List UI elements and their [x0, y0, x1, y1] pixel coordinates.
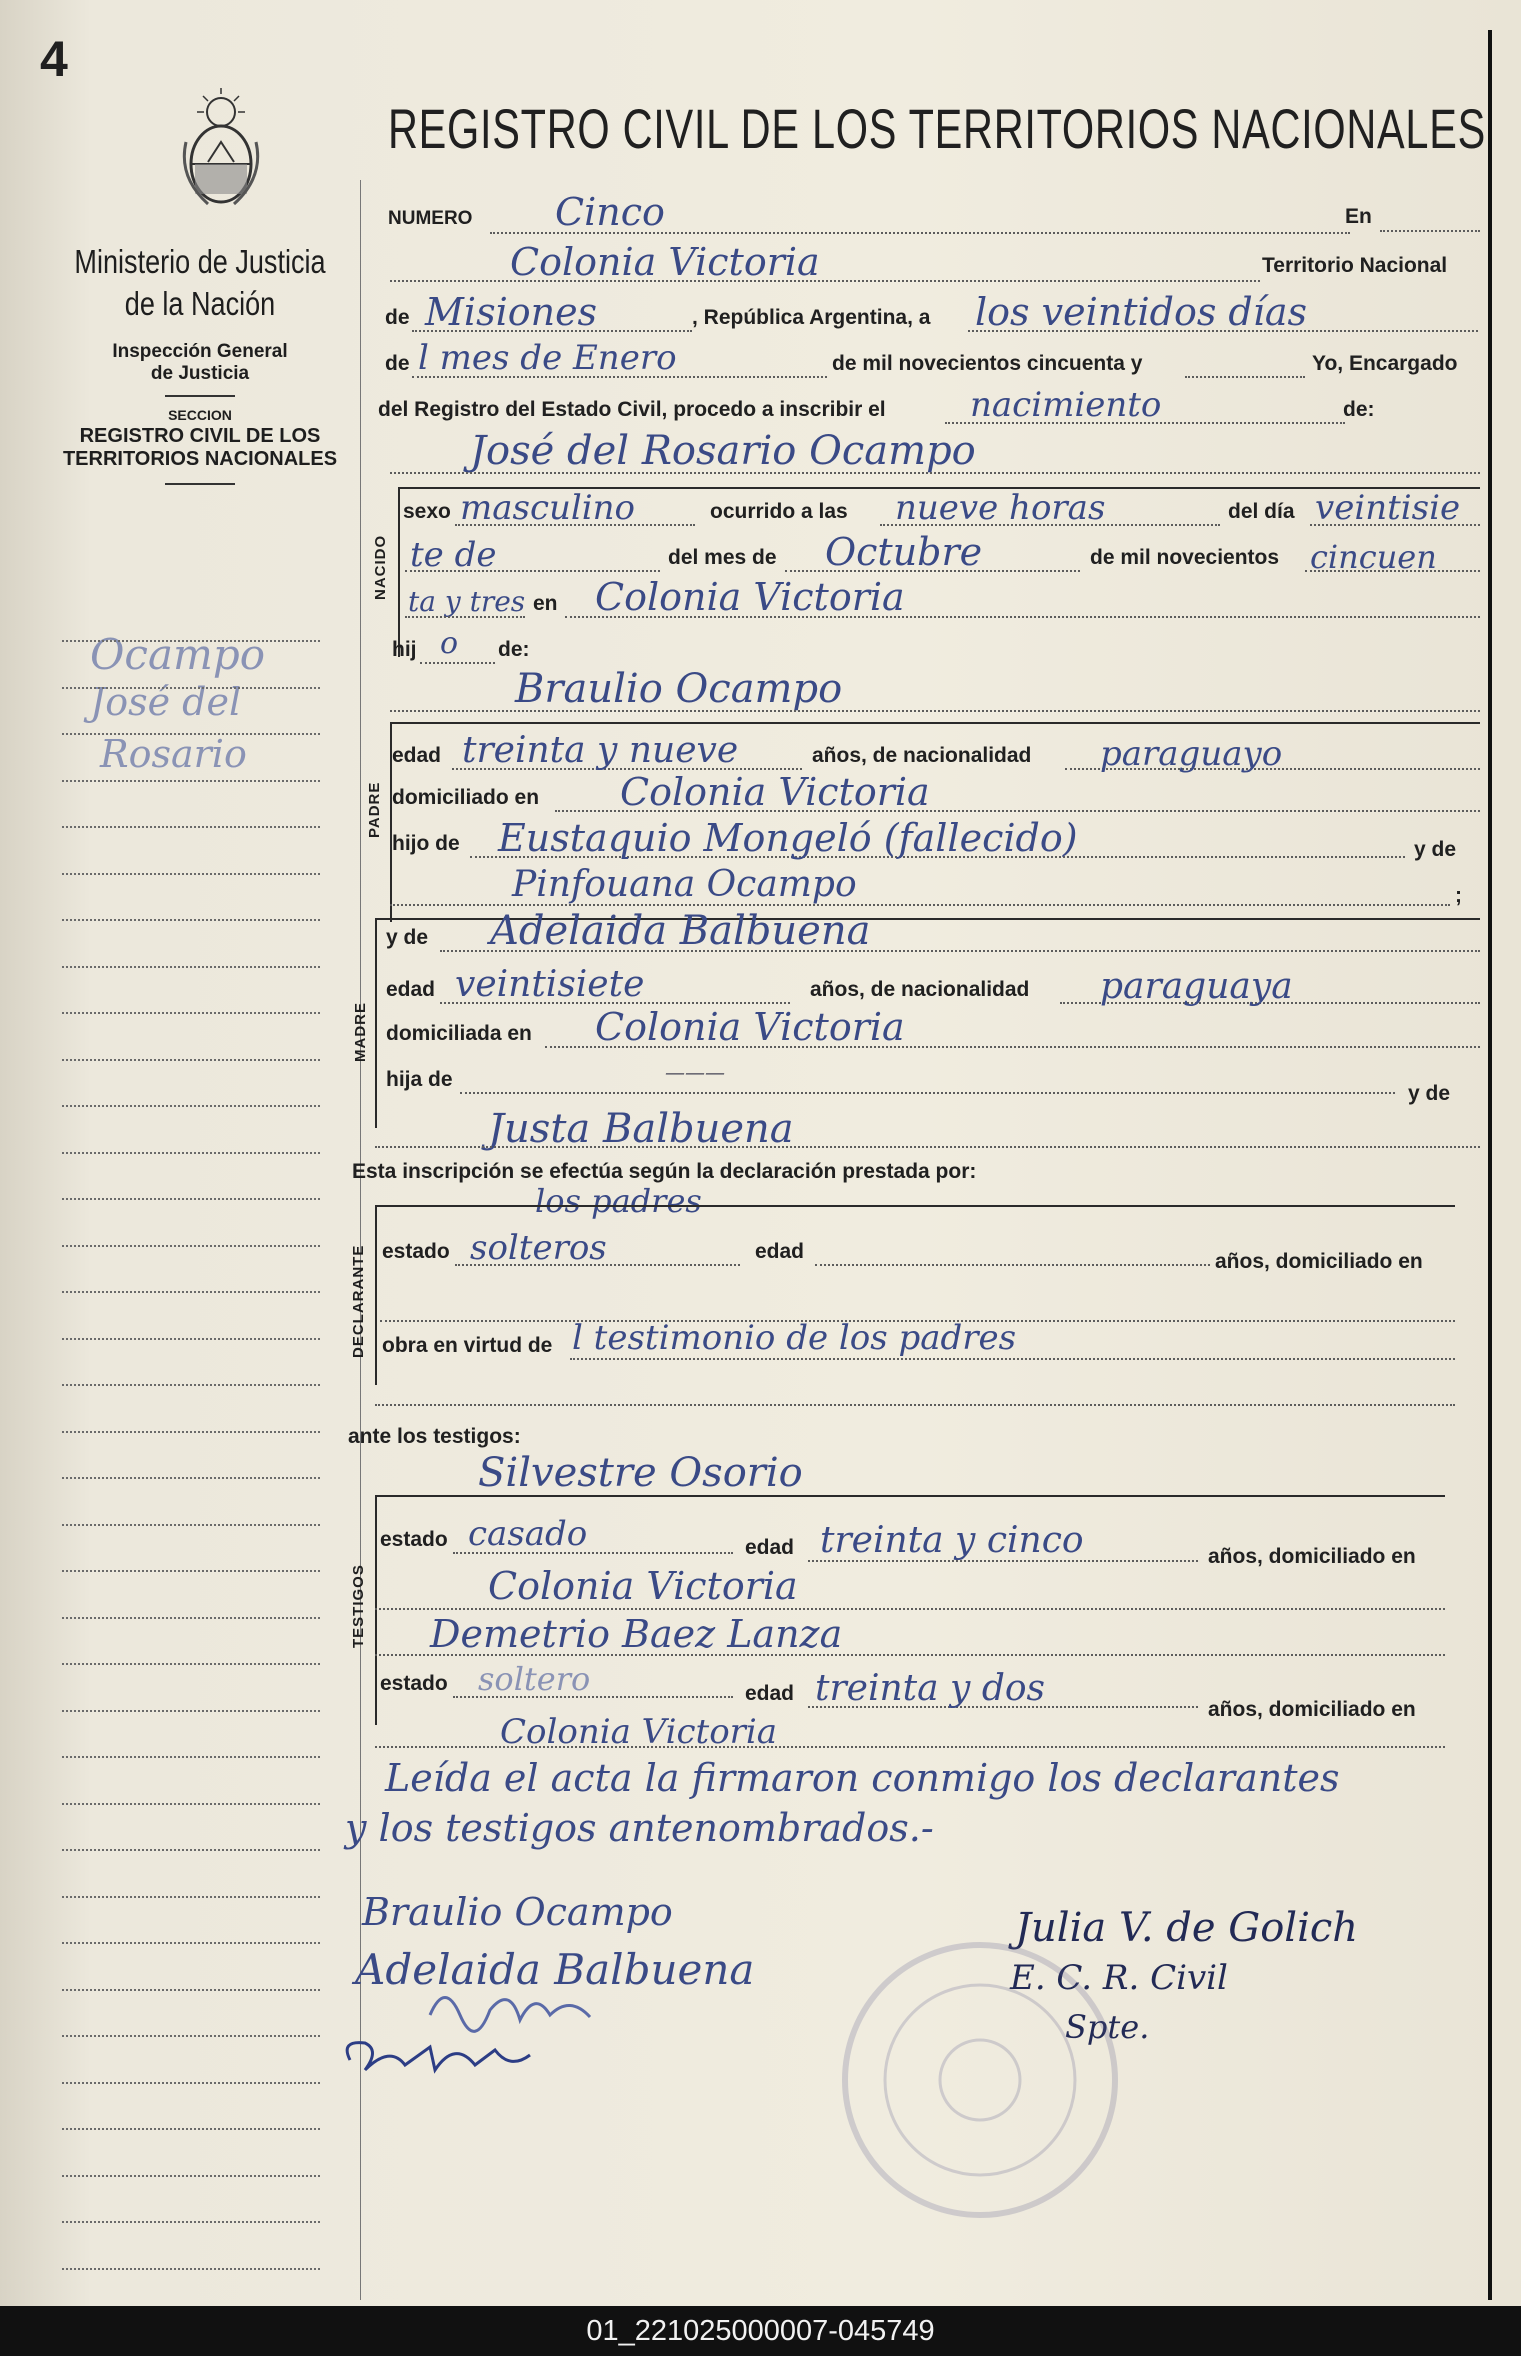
footer-id-bar: [0, 2306, 1521, 2356]
margin-ruling-line: [62, 1198, 320, 1200]
value-t2-edad: treinta y dos: [815, 1668, 1046, 1709]
label-del-dia: del día: [1228, 500, 1295, 523]
label-numero: NUMERO: [388, 208, 473, 229]
label-semicolon: ;: [1455, 884, 1462, 907]
value-abuelo: Eustaquio Mongeló (fallecido): [498, 816, 1078, 860]
label-domiciliado-padre: domiciliado en: [392, 786, 540, 809]
section-label-nacido: NACIDO: [372, 534, 389, 600]
label-edad-madre: edad: [386, 978, 436, 1001]
margin-ruling-line: [62, 1105, 320, 1107]
inspection-line1: Inspección General: [112, 341, 288, 362]
label-hija-de: hija de: [386, 1068, 453, 1091]
label-en-lugar: en: [533, 592, 558, 615]
signature-father: Braulio Ocampo: [362, 1890, 673, 1934]
official-stamp: [830, 1930, 1130, 2230]
label-anios-dom-t1: años, domiciliado en: [1208, 1545, 1416, 1568]
closing-line2: y los testigos antenombrados.-: [345, 1806, 934, 1850]
label-territorio: Territorio Nacional: [1262, 254, 1448, 277]
section-name-line1: REGISTRO CIVIL DE LOS: [79, 425, 321, 447]
label-domiciliada: domiciliada en: [386, 1022, 532, 1045]
label-ante: ante los testigos:: [348, 1425, 521, 1448]
margin-note-line2: José del: [90, 680, 242, 724]
label-edad-t2: edad: [745, 1682, 795, 1705]
label-estado-t1: estado: [380, 1528, 448, 1551]
value-mes: l mes de Enero: [418, 338, 677, 378]
label-ocurrido: ocurrido a las: [710, 500, 848, 523]
margin-ruling-line: [62, 1849, 320, 1851]
value-t1-edad: treinta y cinco: [820, 1520, 1084, 1561]
value-testigo2: Demetrio Baez Lanza: [430, 1612, 843, 1656]
value-anio-a: cincuen: [1310, 538, 1437, 576]
margin-ruling-line: [62, 919, 320, 921]
label-edad-t1: edad: [745, 1536, 795, 1559]
value-decl-estado: solteros: [470, 1228, 607, 1268]
section-label-madre: MADRE: [352, 1002, 369, 1062]
label-de-provincia: de: [385, 306, 410, 329]
value-hij-o: o: [440, 626, 459, 661]
margin-ruling-line: [62, 733, 320, 735]
margin-ruling-line: [62, 1477, 320, 1479]
label-mil2: de mil novecientos: [1090, 546, 1280, 569]
label-anios-dom-decl: años, domiciliado en: [1215, 1250, 1423, 1273]
value-acto: nacimiento: [970, 385, 1162, 425]
margin-ruling-line: [62, 1384, 320, 1386]
value-sexo: masculino: [460, 488, 636, 528]
section-label: SECCION: [168, 407, 232, 423]
margin-ruling-line: [62, 1431, 320, 1433]
value-padre-nac: paraguayo: [1100, 734, 1283, 774]
margin-ruling-line: [62, 1570, 320, 1572]
section-name-line2: TERRITORIOS NACIONALES: [62, 448, 338, 470]
margin-ruling-line: [62, 2268, 320, 2270]
section-label-testigos: TESTIGOS: [350, 1564, 367, 1648]
label-edad-padre: edad: [392, 744, 442, 767]
margin-ruling-line: [62, 1663, 320, 1665]
section-label-declarante: DECLARANTE: [350, 1244, 367, 1358]
ministry-line1: Ministerio de Justicia: [74, 243, 326, 280]
value-padre: Braulio Ocampo: [515, 666, 843, 712]
margin-ruling-line: [62, 2035, 320, 2037]
ministry-header: [40, 243, 360, 497]
label-inscripcion: Esta inscripción se efectúa según la declaración prestada por:: [352, 1160, 977, 1183]
label-sexo: sexo: [403, 500, 451, 523]
margin-ruling-line: [62, 826, 320, 828]
margin-ruling-line: [62, 640, 320, 642]
value-declarante: los padres: [535, 1182, 702, 1220]
value-t1-estado: casado: [468, 1514, 588, 1554]
value-obra: l testimonio de los padres: [572, 1318, 1017, 1358]
margin-ruling-line: [62, 873, 320, 875]
margin-note-line1: Ocampo: [90, 630, 265, 679]
closing-line1: Leída el acta la firmaron conmigo los declarantes: [385, 1756, 1340, 1800]
value-t2-dom: Colonia Victoria: [500, 1712, 778, 1752]
value-horas: nueve horas: [895, 488, 1106, 528]
margin-ruling-line: [62, 1617, 320, 1619]
right-frame-line: [1488, 30, 1492, 2300]
value-numero: Cinco: [555, 190, 665, 234]
value-madre: Adelaida Balbuena: [490, 908, 871, 954]
margin-ruling-line: [62, 1756, 320, 1758]
signature-official: Julia V. de Golich: [1015, 1905, 1359, 1951]
page-number: 4: [40, 31, 68, 87]
label-anios-dom-t2: años, domiciliado en: [1208, 1698, 1416, 1721]
label-mil: de mil novecientos cincuenta y: [832, 352, 1143, 375]
label-estado-decl: estado: [382, 1240, 450, 1263]
value-padre-edad: treinta y nueve: [462, 730, 739, 771]
label-hijo-de: hijo de: [392, 832, 460, 855]
official-title: E. C. R. Civil: [1010, 1958, 1228, 1998]
margin-ruling-line: [62, 1524, 320, 1526]
value-nombre: José del Rosario Ocampo: [470, 428, 976, 474]
label-y-de-madre: y de: [386, 926, 429, 949]
label-y-de-padre: y de: [1414, 838, 1457, 861]
label-registro: del Registro del Estado Civil, procedo a inscribir el: [378, 398, 886, 421]
inspection-line2: de Justicia: [150, 363, 250, 384]
margin-ruling-line: [62, 1989, 320, 1991]
margin-ruling-line: [62, 1059, 320, 1061]
label-hij: hij: [392, 638, 417, 661]
label-y-de-madre2: y de: [1408, 1082, 1451, 1105]
section-label-padre: PADRE: [366, 781, 383, 838]
value-madre-dom: Colonia Victoria: [595, 1005, 905, 1049]
value-testigo1: Silvestre Osorio: [478, 1450, 803, 1496]
value-provincia: Misiones: [425, 290, 598, 334]
value-mes-nac: Octubre: [825, 530, 983, 574]
margin-ruling-line: [62, 1152, 320, 1154]
margin-ruling-line: [62, 687, 320, 689]
margin-ruling-line: [62, 966, 320, 968]
margin-ruling-line: [62, 1338, 320, 1340]
value-t2-estado: soltero: [478, 1660, 591, 1698]
label-de-colon2: de:: [498, 638, 530, 661]
label-de-colon: de:: [1343, 398, 1375, 421]
margin-note-line3: Rosario: [100, 732, 247, 776]
value-madre-padre: ———: [665, 1060, 725, 1084]
official-title2: Spte.: [1065, 2008, 1150, 2046]
value-dia-a: veintisie: [1315, 488, 1461, 528]
margin-ruling-line: [62, 1245, 320, 1247]
label-yo: Yo, Encargado: [1312, 352, 1458, 375]
margin-ruling-line: [62, 1942, 320, 1944]
value-madre-edad: veintisiete: [455, 964, 645, 1005]
scribble-signature-witness2: [335, 2025, 565, 2085]
margin-ruling-line: [62, 2175, 320, 2177]
margin-ruling-line: [62, 2082, 320, 2084]
ministry-line2: de la Nación: [124, 285, 276, 322]
value-madre-nac: paraguaya: [1100, 966, 1293, 1007]
label-edad-decl: edad: [755, 1240, 805, 1263]
label-en: En: [1345, 205, 1372, 228]
document-title: REGISTRO CIVIL DE LOS TERRITORIOS NACIONALES: [388, 97, 1486, 160]
value-dia-b: te de: [410, 535, 497, 575]
margin-ruling-line: [62, 1291, 320, 1293]
label-republica: , República Argentina, a: [692, 306, 931, 329]
margin-ruling-line: [62, 1710, 320, 1712]
label-estado-t2: estado: [380, 1672, 448, 1695]
value-abuela: Pinfouana Ocampo: [512, 864, 857, 905]
margin-ruling-line: [62, 1896, 320, 1898]
value-anio-b: ta y tres: [408, 585, 526, 618]
value-lugar: Colonia Victoria: [595, 575, 905, 619]
value-dias: los veintidos días: [975, 290, 1308, 334]
margin-ruling-line: [62, 780, 320, 782]
margin-ruling-line: [62, 2221, 320, 2223]
label-del-mes: del mes de: [668, 546, 777, 569]
margin-ruling-line: [62, 1012, 320, 1014]
margin-ruling-line: [62, 1803, 320, 1805]
margin-ruling-line: [62, 2128, 320, 2130]
value-padre-dom: Colonia Victoria: [620, 770, 930, 814]
coat-of-arms-seal: [178, 82, 264, 212]
footer-id: 01_221025000007-045749: [586, 2314, 935, 2347]
label-de-mes: de: [385, 352, 410, 375]
label-anios-nac-madre: años, de nacionalidad: [810, 978, 1030, 1001]
label-obra: obra en virtud de: [382, 1334, 553, 1357]
value-madre-madre: Justa Balbuena: [488, 1106, 794, 1152]
value-t1-dom: Colonia Victoria: [488, 1564, 798, 1608]
label-anios-nac-padre: años, de nacionalidad: [812, 744, 1032, 767]
signature-mother: Adelaida Balbuena: [355, 1945, 755, 1994]
value-colonia: Colonia Victoria: [510, 240, 820, 284]
